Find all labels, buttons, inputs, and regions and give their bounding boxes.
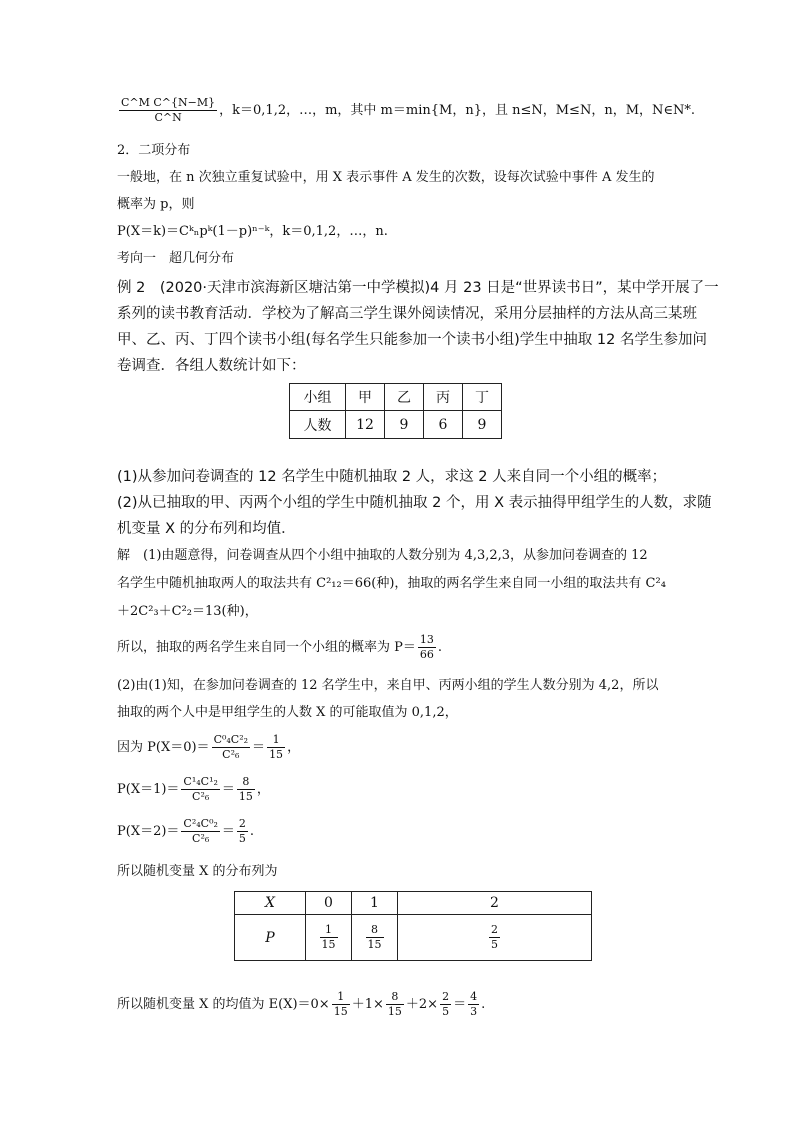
term-fraction: [440, 990, 451, 1019]
fraction-denominator: 15: [387, 1005, 402, 1018]
result-fraction: [237, 775, 255, 804]
probability-fraction: [489, 923, 500, 952]
fraction-denominator: 5: [238, 832, 246, 845]
section-title: 2．二项分布: [117, 143, 191, 158]
table-cell: 9: [463, 411, 502, 439]
formula-conditions: ，k＝0,1,2，…，m，其中 m＝min{M，n}，且 n≤N，M≤N，n，M，N∈N*.: [219, 103, 696, 118]
operator-text: ＝: [453, 997, 467, 1012]
probability-line-x2: P(X＝2)＝ $\frac{\text{C²₄C⁰₂}}{\text{C²₆}}$ ＝ $\frac{2}{5}$ .: [117, 817, 255, 845]
result-fraction: [237, 817, 248, 846]
fraction-numerator: 4: [470, 990, 478, 1003]
solution-text: P(X＝2)＝: [117, 824, 180, 839]
fraction-denominator: 5: [442, 1005, 450, 1018]
table-cell: [398, 915, 592, 961]
table-header-cell: 丙: [424, 384, 463, 411]
solution-line: 抽取的两个人中是甲组学生的人数 X 的可能取值为 0,1,2，: [117, 705, 458, 720]
solution-text: P(X＝1)＝: [117, 782, 180, 797]
fraction-denominator: 3: [470, 1005, 478, 1018]
binomial-formula: P(X＝k)＝Cᵏₙpᵏ(1－p)ⁿ⁻ᵏ，k＝0,1,2，…，n.: [117, 224, 388, 239]
distribution-table: [234, 891, 592, 961]
table-row: [235, 915, 592, 961]
question-line: (1)从参加问卷调查的 12 名学生中随机抽取 2 人，求这 2 人来自同一个小组的概率；: [117, 469, 667, 485]
fraction-numerator: 2: [442, 990, 450, 1003]
result-fraction: [468, 990, 479, 1019]
probability-fraction: [366, 923, 384, 952]
fraction-numerator: 2: [238, 817, 246, 830]
example-line: 甲、乙、丙、丁四个读书小组(每名学生只能参加一个读书小组)学生中抽取 12 名学生参加问: [117, 332, 707, 348]
example-line: 例 2 (2020·天津市滨海新区塘沽第一中学模拟)4 月 23 日是“世界读书日”，某中学开展了一: [117, 280, 719, 296]
probability-result-line: 所以，抽取的两名学生来自同一个小组的概率为 P＝ $\frac{13}{66}$ .: [117, 633, 443, 661]
fraction-numerator: 1: [267, 733, 285, 748]
fraction-denominator: 15: [269, 748, 284, 761]
question-line: (2)从已抽取的甲、丙两个小组的学生中随机抽取 2 个，用 X 表示抽得甲组学生的人数，求随: [117, 495, 712, 511]
paragraph-line: 一般地，在 n 次独立重复试验中，用 X 表示事件 A 发生的次数，设每次试验中事件 A 发生的: [117, 170, 655, 185]
fraction-numerator: 8: [237, 775, 255, 790]
table-row: [290, 411, 502, 439]
term-fraction: [332, 990, 350, 1019]
distribution-label: 所以随机变量 X 的分布列为: [117, 864, 278, 879]
formula-fraction: [119, 96, 217, 125]
table-cell: 2: [398, 892, 592, 915]
fraction-numerator: C²₄C⁰₂: [183, 817, 218, 830]
fraction-denominator: 5: [491, 938, 498, 951]
table-header-cell: 甲: [346, 384, 385, 411]
table-cell: 9: [385, 411, 424, 439]
table-row: [235, 892, 592, 915]
table-row-label: 人数: [290, 411, 346, 439]
combination-fraction: [181, 817, 219, 846]
table-row: [290, 384, 502, 411]
fraction-denominator: 15: [238, 790, 253, 803]
solution-line: 名学生中随机抽取两人的取法共有 C²₁₂＝66(种)，抽取的两名学生来自同一小组的取法共有 C²₄: [117, 576, 666, 591]
fraction-numerator: C⁰₄C²₂: [213, 733, 249, 746]
topic-heading: 考向一 超几何分布: [117, 251, 235, 266]
table-header-cell: 小组: [290, 384, 346, 411]
fraction-denominator: 66: [419, 648, 434, 661]
solution-line: 解 (1)由题意得，问卷调查从四个小组中抽取的人数分别为 4,3,2,3，从参加问卷调查的 12: [117, 548, 648, 563]
fraction-numerator: 1: [332, 990, 350, 1005]
fraction-numerator: 1: [320, 923, 338, 938]
fraction-denominator: C²₆: [222, 748, 240, 761]
question-line: 机变量 X 的分布列和均值．: [117, 521, 296, 537]
table-cell: [352, 915, 398, 961]
combination-fraction: [212, 733, 250, 762]
fraction-denominator: C²₆: [192, 790, 210, 803]
fraction-denominator: 15: [321, 938, 336, 951]
table-cell: 1: [352, 892, 398, 915]
group-count-table: [289, 383, 502, 439]
fraction-denominator: 15: [367, 938, 382, 951]
table-cell: 0: [306, 892, 352, 915]
solution-line: (2)由(1)知，在参加问卷调查的 12 名学生中，来自甲、丙两小组的学生人数分别为 4,2，所以: [117, 678, 659, 693]
fraction-numerator: C¹₄C¹₂: [183, 775, 218, 788]
term-fraction: [386, 990, 404, 1019]
fraction-denominator: 15: [333, 1005, 348, 1018]
example-line: 卷调查．各组人数统计如下：: [117, 358, 306, 374]
solution-text: 所以随机变量 X 的均值为 E(X)＝0×: [117, 997, 330, 1012]
paragraph-line: 概率为 p，则: [117, 197, 195, 212]
table-cell: 12: [346, 411, 385, 439]
fraction-numerator: 8: [366, 923, 384, 938]
fraction-denominator: C²₆: [192, 832, 210, 845]
hypergeometric-formula: [117, 96, 695, 125]
result-fraction: [267, 733, 285, 762]
solution-line: ＋2C²₃＋C²₂＝13(种)，: [117, 604, 258, 619]
fraction-numerator: 8: [386, 990, 404, 1005]
solution-text: 所以，抽取的两名学生来自同一个小组的概率为 P＝: [117, 640, 416, 655]
table-header-cell: 乙: [385, 384, 424, 411]
operator-text: ＋1×: [351, 997, 384, 1012]
probability-line-x0: 因为 P(X＝0)＝ $\frac{\text{C⁰₄C²₂}}{\text{C²₆}}$ ＝ $\frac{1}{15}$ ，: [117, 733, 301, 761]
fraction-numerator: C^M C^{N−M}: [121, 96, 216, 109]
table-row-label: X: [235, 892, 306, 915]
probability-line-x1: P(X＝1)＝ $\frac{\text{C¹₄C¹₂}}{\text{C²₆}}$ ＝ $\frac{8}{15}$ ，: [117, 775, 270, 803]
table-header-cell: 丁: [463, 384, 502, 411]
table-cell: [306, 915, 352, 961]
solution-text: 因为 P(X＝0)＝: [117, 740, 210, 755]
expectation-line: 所以随机变量 X 的均值为 E(X)＝0× $\frac{1}{15}$ ＋1× $\frac{8}{15}$ ＋2× $\frac{2}{5}$ ＝ $\frac{4}{3}$ .: [117, 990, 486, 1018]
fraction-numerator: 13: [419, 633, 434, 646]
combination-fraction: [181, 775, 219, 804]
table-row-label: P: [235, 915, 306, 961]
probability-fraction: [418, 633, 436, 662]
operator-text: ＋2×: [405, 997, 439, 1012]
probability-fraction: [320, 923, 338, 952]
example-line: 系列的读书教育活动．学校为了解高三学生课外阅读情况，采用分层抽样的方法从高三某班: [117, 306, 697, 322]
table-cell: 6: [424, 411, 463, 439]
fraction-denominator: C^N: [154, 111, 182, 124]
fraction-numerator: 2: [491, 923, 498, 936]
